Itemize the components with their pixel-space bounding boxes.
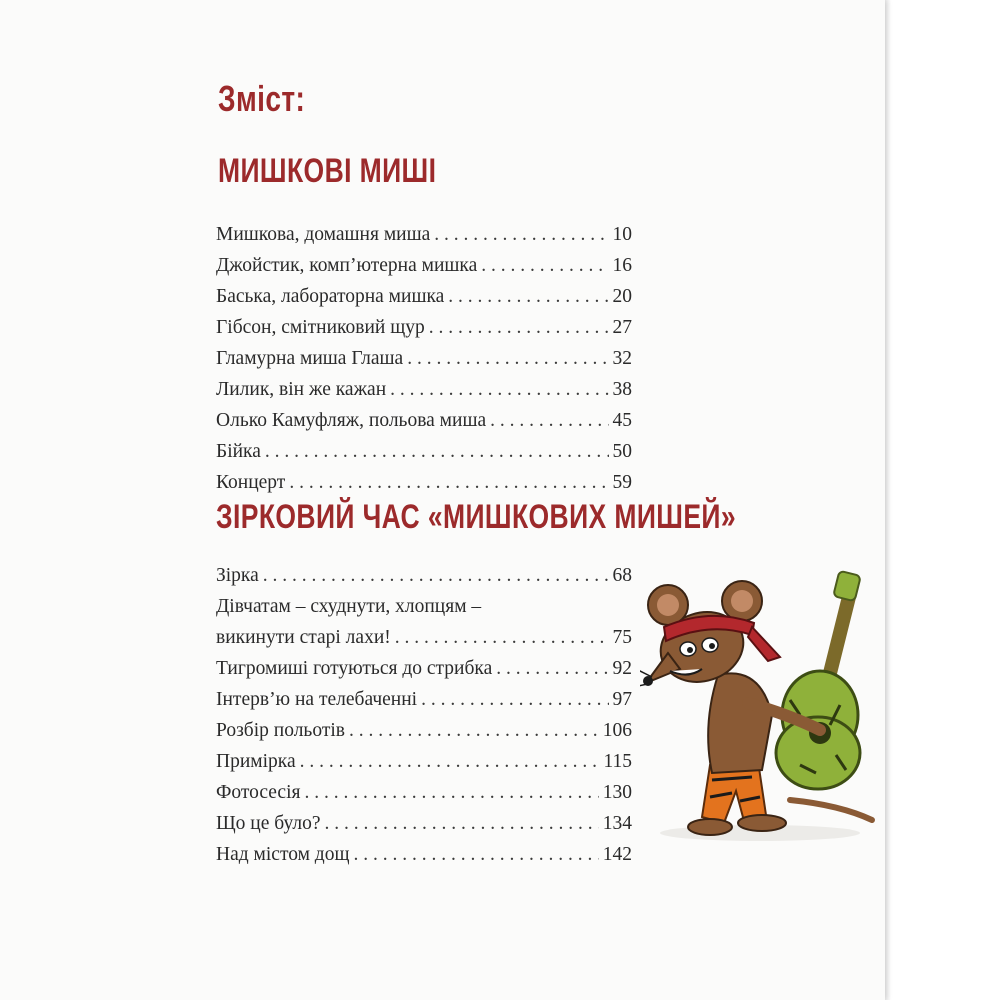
toc-entry[interactable]	[216, 746, 632, 777]
toc-entry[interactable]	[216, 312, 632, 343]
toc-entry[interactable]	[216, 839, 632, 870]
toc-entry-title: Тигромиші готуються до стрибка	[216, 658, 493, 679]
toc-entry-page: 16	[612, 255, 632, 276]
section-heading-mouse-mice: МИШКОВІ МИШІ	[218, 152, 437, 190]
toc-entry[interactable]	[216, 467, 632, 498]
toc-entry[interactable]	[216, 405, 632, 436]
toc-entry-page: 10	[612, 224, 632, 245]
toc-entry-page: 59	[612, 472, 632, 493]
toc-entry-page: 115	[603, 751, 632, 772]
toc-entry-title: Лилик, він же кажан	[216, 379, 387, 400]
leader-dots	[349, 715, 599, 746]
toc-entry-title: Зірка	[216, 565, 259, 586]
toc-entry[interactable]	[216, 777, 632, 808]
toc-entry[interactable]	[216, 622, 632, 653]
toc-entry-title: Джойстик, комп’ютерна мишка	[216, 255, 478, 276]
toc-entry[interactable]	[216, 715, 632, 746]
leader-dots	[263, 560, 609, 591]
leader-dots	[481, 250, 608, 281]
leader-dots	[448, 281, 608, 312]
toc-entry-page: 106	[602, 720, 632, 741]
section-heading-star-time: ЗІРКОВИЙ ЧАС «МИШКОВИХ МИШЕЙ»	[216, 498, 737, 536]
toc-entry-page: 38	[612, 379, 632, 400]
leader-dots	[304, 777, 598, 808]
leader-dots	[490, 405, 608, 436]
toc-entry-title: Концерт	[216, 472, 286, 493]
toc-entry-page: 32	[612, 348, 632, 369]
toc-entry-title: Баська, лабораторна мишка	[216, 286, 445, 307]
toc-entry-title: Фотосесія	[216, 782, 301, 803]
toc-entry-page: 134	[602, 813, 632, 834]
toc-entry[interactable]	[216, 808, 632, 839]
toc-entry-page: 27	[612, 317, 632, 338]
toc-entry-page: 130	[602, 782, 632, 803]
leader-dots	[496, 653, 608, 684]
leader-dots	[265, 436, 609, 467]
toc-entry[interactable]	[216, 374, 632, 405]
toc-entry-title: Над містом дощ	[216, 844, 350, 865]
toc-entry-title: Дівчатам – схуднути, хлопцям –	[216, 596, 482, 617]
toc-entry-title: Гламурна миша Глаша	[216, 348, 404, 369]
toc-entry-page: 97	[612, 689, 632, 710]
toc-entry-page: 50	[612, 441, 632, 462]
leader-dots	[324, 808, 598, 839]
toc-entry-title: Мишкова, домашня миша	[216, 224, 431, 245]
toc-entry[interactable]	[216, 281, 632, 312]
toc-entry-title: Гібсон, смітниковий щур	[216, 317, 425, 338]
toc-entry-title: викинути старі лахи!	[216, 627, 391, 648]
toc-entry-page: 142	[602, 844, 632, 865]
toc-list-section-1	[216, 219, 632, 498]
toc-entry-title: Примірка	[216, 751, 296, 772]
toc-entry[interactable]	[216, 436, 632, 467]
toc-entry-title: Розбір польотів	[216, 720, 345, 741]
toc-entry[interactable]	[216, 250, 632, 281]
toc-entry[interactable]	[216, 343, 632, 374]
leader-dots	[429, 312, 609, 343]
leader-dots	[390, 374, 608, 405]
leader-dots	[407, 343, 608, 374]
leader-dots	[421, 684, 608, 715]
toc-entry-continued[interactable]	[216, 591, 632, 622]
toc-entry[interactable]	[216, 653, 632, 684]
toc-entry-page: 75	[612, 627, 632, 648]
toc-entry-page: 92	[612, 658, 632, 679]
leader-dots	[354, 839, 599, 870]
leader-dots	[434, 219, 608, 250]
toc-entry-title: Олько Камуфляж, польова миша	[216, 410, 487, 431]
leader-dots	[300, 746, 600, 777]
leader-dots	[289, 467, 608, 498]
toc-entry-page: 68	[612, 565, 632, 586]
toc-entry-title: Що це було?	[216, 813, 321, 834]
leader-dots	[395, 622, 609, 653]
toc-entry-title: Бійка	[216, 441, 261, 462]
toc-list-section-2	[216, 560, 632, 870]
contents-heading: Зміст:	[218, 78, 306, 119]
toc-entry[interactable]	[216, 560, 632, 591]
rat-with-guitar-icon	[640, 565, 880, 865]
toc-entry-page: 20	[612, 286, 632, 307]
toc-entry[interactable]	[216, 684, 632, 715]
toc-entry[interactable]	[216, 219, 632, 250]
toc-entry-title: Інтерв’ю на телебаченні	[216, 689, 418, 710]
toc-entry-page: 45	[612, 410, 632, 431]
